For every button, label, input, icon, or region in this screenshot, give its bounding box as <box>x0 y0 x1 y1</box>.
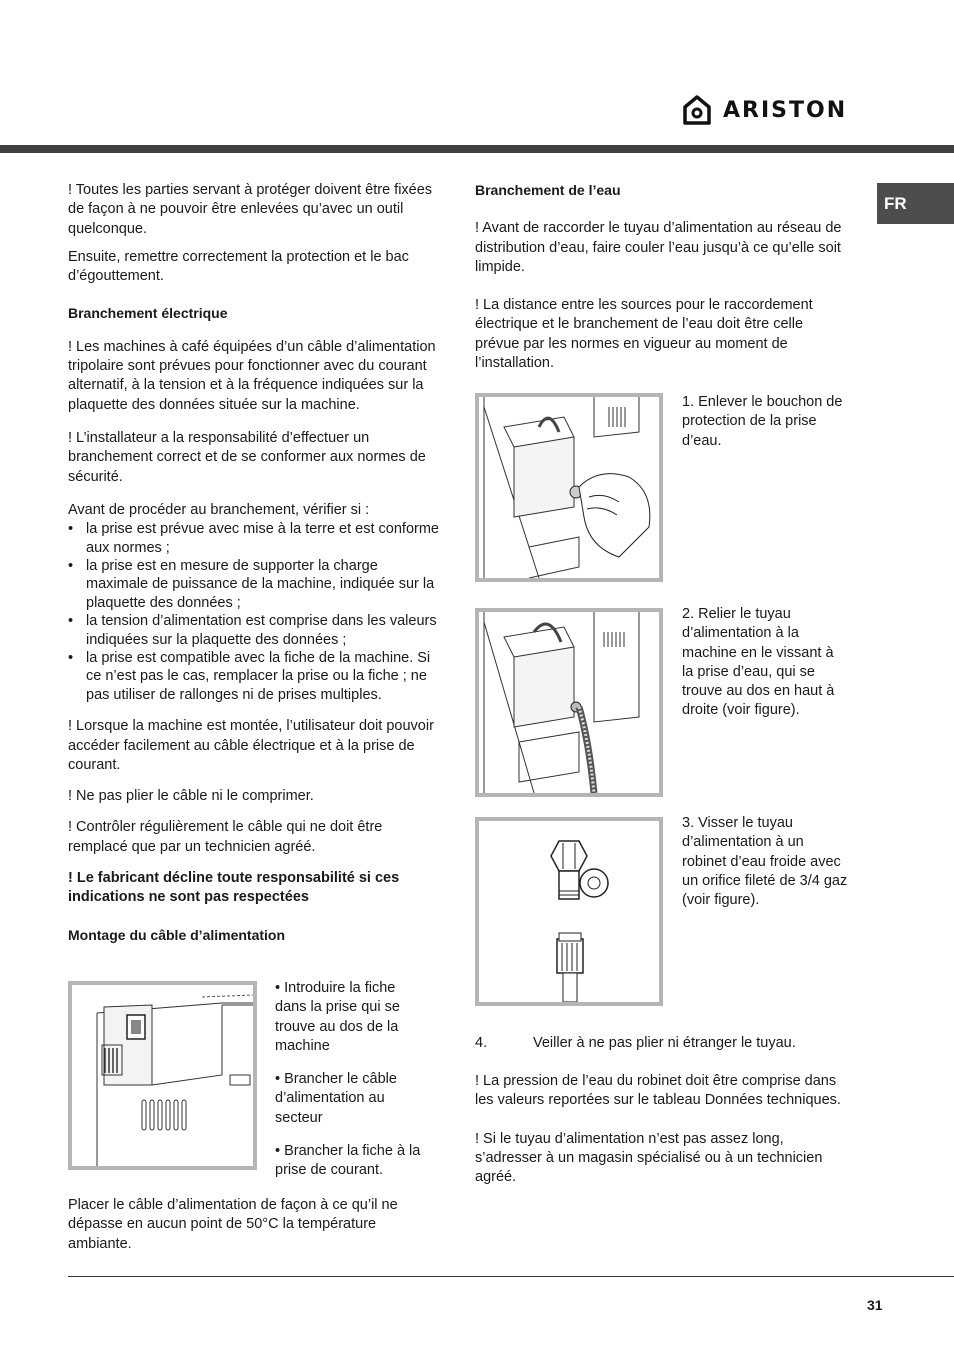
paragraph: ! Avant de raccorder le tuyau d’alimentation au réseau de distribution d’eau, faire couler l’eau jusqu’à ce qu’elle soit limpide. <box>475 220 842 275</box>
hand-removing-cap-illustration <box>479 397 659 578</box>
left-column-bottom <box>68 1196 440 1254</box>
right-column-bottom <box>475 1072 847 1187</box>
hose-connection-illustration <box>479 612 659 793</box>
paragraph: ! La pression de l’eau du robinet doit être comprise dans les valeurs reportées sur le tableau Données techniques. <box>475 1073 841 1109</box>
step-3: 3. Visser le tuyau d’alimentation à un robinet d’eau froide avec un orifice fileté de 3/4 gaz (voir figure). <box>682 815 848 909</box>
paragraph: ! L’installateur a la responsabilité d’effectuer un branchement correct et de se conformer aux normes de sécurité. <box>68 429 426 485</box>
paragraph: Ensuite, remettre correctement la protection et le bac d’égouttement. <box>68 248 409 285</box>
list-item: • la prise est prévue avec mise à la terre et est conforme aux normes ; <box>68 520 440 557</box>
paragraph: ! Les machines à café équipées d’un câble d’alimentation tripolaire sont prévues pour fonctionner avec du courant alternatif, à la tension et à la fréquence indiquées sur la plaquette des données située sur la machine. <box>68 338 436 413</box>
left-column <box>68 181 440 945</box>
list-item: • la prise est en mesure de supporter la charge maximale de puissance de la machine, indiquée sur la plaquette des données ; <box>68 557 440 612</box>
section-heading: Branchement électrique <box>68 305 228 322</box>
warning-paragraph: ! Le fabricant décline toute responsabilité si ces indications ne sont pas respectées <box>68 870 400 906</box>
list-item: • Brancher le câble d’alimentation au secteur <box>275 1071 397 1126</box>
paragraph: ! La distance entre les sources pour le raccordement électrique et le branchement de l’eau doit être celle prévue par les normes en vigueur au moment de l’installation. <box>475 297 813 372</box>
list-item: • la tension d’alimentation est comprise dans les valeurs indiquées sur la plaquette des données ; <box>68 612 440 649</box>
list-item: • Brancher la fiche à la prise de courant. <box>275 1143 421 1179</box>
tap-and-hose-fitting-illustration <box>479 821 659 1002</box>
paragraph: ! Toutes les parties servant à protéger doivent être fixées de façon à ne pouvoir être enlevées qu’avec un outil quelconque. <box>68 182 433 237</box>
paragraph: ! Ne pas plier le câble ni le comprimer. <box>68 788 314 805</box>
brand-logo <box>683 95 847 125</box>
step-1: 1. Enlever le bouchon de protection de la prise d’eau. <box>682 394 843 449</box>
header-bar <box>0 145 954 153</box>
paragraph: ! Lorsque la machine est montée, l’utilisateur doit pouvoir accéder facilement au câble électrique et à la prise de courant. <box>68 718 434 773</box>
step-4 <box>475 1034 855 1053</box>
connect-hose-figure <box>475 608 663 797</box>
paragraph: Placer le câble d’alimentation de façon à ce qu’il ne dépasse en aucun point de 50°C la température ambiante. <box>68 1197 398 1252</box>
paragraph: Avant de procéder au branchement, vérifier si : <box>68 501 370 518</box>
step-4-number: 4. <box>475 1035 488 1051</box>
tap-fitting-figure <box>475 817 663 1006</box>
house-logo-icon <box>683 95 711 125</box>
right-column <box>475 181 847 373</box>
step-4-text: Veiller à ne pas plier ni étranger le tuyau. <box>533 1035 796 1051</box>
page-number: 31 <box>867 1297 883 1313</box>
checklist <box>68 520 440 704</box>
brand-name: ARISTON <box>723 97 848 123</box>
montage-steps <box>275 979 425 1181</box>
section-heading: Branchement de l’eau <box>475 182 621 198</box>
remove-cap-figure <box>475 393 663 582</box>
machine-back-figure <box>68 981 257 1170</box>
list-item: • la prise est compatible avec la fiche de la machine. Si ce n’est pas le cas, remplacer la prise ou la fiche ; ne pas utiliser de rallonges ni de prises multiples. <box>68 649 440 704</box>
section-heading: Montage du câble d’alimentation <box>68 926 286 943</box>
list-item: • Introduire la fiche dans la prise qui se trouve au dos de la machine <box>275 980 400 1054</box>
step-2: 2. Relier le tuyau d’alimentation à la machine en le vissant à la prise d’eau, qui se trouve au dos en haut à droite (voir figure). <box>682 606 835 719</box>
machine-socket-illustration <box>72 985 253 1166</box>
language-tab[interactable]: FR <box>877 183 954 224</box>
footer-rule <box>68 1276 954 1277</box>
paragraph: ! Contrôler régulièrement le câble qui ne doit être remplacé que par un technicien agréé. <box>68 819 383 855</box>
paragraph: ! Si le tuyau d’alimentation n’est pas assez long, s’adresser à un magasin spécialisé ou à un technicien agréé. <box>475 1130 823 1186</box>
